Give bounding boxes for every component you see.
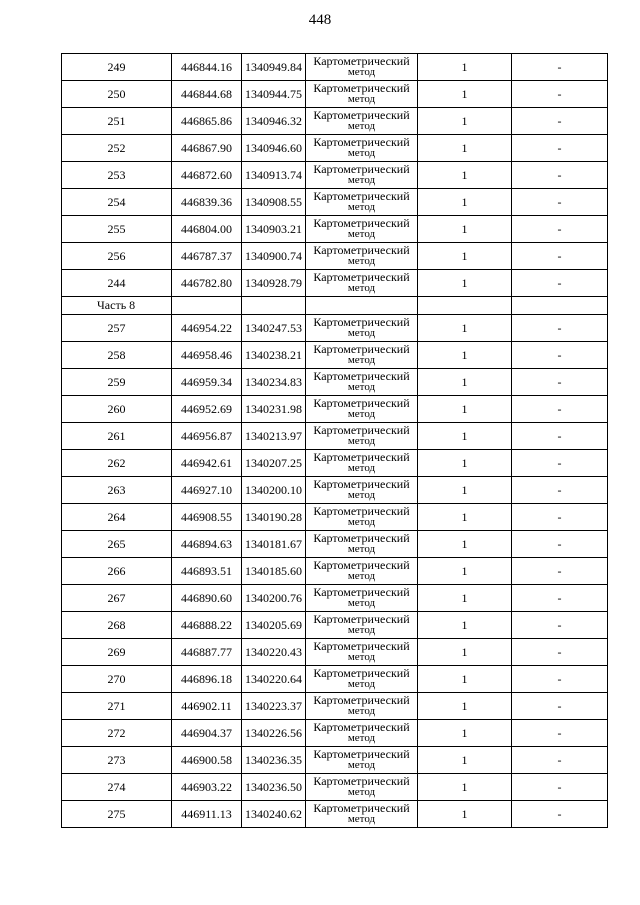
count-cell: 1 [418, 639, 512, 666]
method-line-1: Картометрический [313, 189, 410, 203]
table-row [62, 612, 608, 639]
point-id-cell: 244 [62, 270, 172, 297]
point-id-cell: 260 [62, 396, 172, 423]
empty-cell [512, 297, 608, 315]
count-cell: 1 [418, 477, 512, 504]
point-id-cell: 261 [62, 423, 172, 450]
method-cell [306, 693, 418, 720]
method-cell [306, 504, 418, 531]
method-line-1: Картометрический [313, 639, 410, 653]
point-id-cell: 271 [62, 693, 172, 720]
dash-cell: - [512, 585, 608, 612]
x-coordinate-cell: 446839.36 [172, 189, 242, 216]
dash-cell: - [512, 396, 608, 423]
method-line-2: метод [347, 255, 376, 267]
method-cell [306, 81, 418, 108]
table-row [62, 450, 608, 477]
method-line-2: метод [347, 597, 376, 609]
method-line-2: метод [347, 624, 376, 636]
method-line-1: Картометрический [313, 531, 410, 545]
x-coordinate-cell: 446911.13 [172, 801, 242, 828]
method-line-2: метод [347, 174, 376, 186]
method-cell [306, 720, 418, 747]
x-coordinate-cell: 446782.80 [172, 270, 242, 297]
table-row [62, 531, 608, 558]
count-cell: 1 [418, 450, 512, 477]
dash-cell: - [512, 693, 608, 720]
method-line-2: метод [347, 282, 376, 294]
method-line-1: Картометрический [313, 369, 410, 383]
table-row [62, 720, 608, 747]
y-coordinate-cell: 1340200.76 [242, 585, 306, 612]
point-id-cell: 275 [62, 801, 172, 828]
x-coordinate-cell: 446959.34 [172, 369, 242, 396]
x-coordinate-cell: 446904.37 [172, 720, 242, 747]
dash-cell: - [512, 531, 608, 558]
count-cell: 1 [418, 423, 512, 450]
table-row [62, 423, 608, 450]
point-id-cell: 258 [62, 342, 172, 369]
method-cell [306, 108, 418, 135]
table-row [62, 477, 608, 504]
y-coordinate-cell: 1340223.37 [242, 693, 306, 720]
method-line-1: Картометрический [313, 342, 410, 356]
method-cell [306, 477, 418, 504]
method-line-2: метод [347, 354, 376, 366]
point-id-cell: 255 [62, 216, 172, 243]
y-coordinate-cell: 1340928.79 [242, 270, 306, 297]
y-coordinate-cell: 1340205.69 [242, 612, 306, 639]
dash-cell: - [512, 747, 608, 774]
method-cell [306, 747, 418, 774]
method-line-2: метод [347, 651, 376, 663]
method-line-1: Картометрический [313, 585, 410, 599]
count-cell: 1 [418, 774, 512, 801]
method-line-2: метод [347, 435, 376, 447]
method-line-2: метод [347, 786, 376, 798]
method-line-2: метод [347, 381, 376, 393]
method-cell [306, 423, 418, 450]
method-line-2: метод [347, 678, 376, 690]
point-id-cell: 265 [62, 531, 172, 558]
method-line-2: метод [347, 93, 376, 105]
method-cell [306, 243, 418, 270]
x-coordinate-cell: 446867.90 [172, 135, 242, 162]
point-id-cell: 263 [62, 477, 172, 504]
dash-cell: - [512, 639, 608, 666]
point-id-cell: 264 [62, 504, 172, 531]
y-coordinate-cell: 1340236.50 [242, 774, 306, 801]
table-row [62, 216, 608, 243]
method-cell [306, 450, 418, 477]
method-line-2: метод [347, 732, 376, 744]
method-line-1: Картометрический [313, 504, 410, 518]
y-coordinate-cell: 1340903.21 [242, 216, 306, 243]
method-line-1: Картометрический [313, 315, 410, 329]
dash-cell: - [512, 342, 608, 369]
dash-cell: - [512, 450, 608, 477]
dash-cell: - [512, 243, 608, 270]
method-line-2: метод [347, 408, 376, 420]
y-coordinate-cell: 1340900.74 [242, 243, 306, 270]
table-row [62, 585, 608, 612]
dash-cell: - [512, 216, 608, 243]
x-coordinate-cell: 446903.22 [172, 774, 242, 801]
y-coordinate-cell: 1340913.74 [242, 162, 306, 189]
point-id-cell: 259 [62, 369, 172, 396]
dash-cell: - [512, 423, 608, 450]
method-line-1: Картометрический [313, 558, 410, 572]
y-coordinate-cell: 1340236.35 [242, 747, 306, 774]
x-coordinate-cell: 446952.69 [172, 396, 242, 423]
dash-cell: - [512, 315, 608, 342]
point-id-cell: 272 [62, 720, 172, 747]
table-row [62, 693, 608, 720]
section-label: Часть 8 [62, 297, 172, 315]
x-coordinate-cell: 446844.68 [172, 81, 242, 108]
method-line-1: Картометрический [313, 477, 410, 491]
x-coordinate-cell: 446900.58 [172, 747, 242, 774]
dash-cell: - [512, 108, 608, 135]
x-coordinate-cell: 446872.60 [172, 162, 242, 189]
method-line-1: Картометрический [313, 162, 410, 176]
table-row [62, 315, 608, 342]
count-cell: 1 [418, 531, 512, 558]
dash-cell: - [512, 477, 608, 504]
method-line-2: метод [347, 327, 376, 339]
table-row [62, 135, 608, 162]
dash-cell: - [512, 801, 608, 828]
x-coordinate-cell: 446893.51 [172, 558, 242, 585]
method-line-1: Картометрический [313, 693, 410, 707]
method-cell [306, 558, 418, 585]
y-coordinate-cell: 1340908.55 [242, 189, 306, 216]
table-row [62, 189, 608, 216]
dash-cell: - [512, 135, 608, 162]
method-line-2: метод [347, 489, 376, 501]
y-coordinate-cell: 1340220.64 [242, 666, 306, 693]
method-cell [306, 216, 418, 243]
y-coordinate-cell: 1340200.10 [242, 477, 306, 504]
method-line-1: Картометрический [313, 612, 410, 626]
count-cell: 1 [418, 801, 512, 828]
method-line-1: Картометрический [313, 396, 410, 410]
table-row [62, 666, 608, 693]
method-line-2: метод [347, 66, 376, 78]
method-cell [306, 639, 418, 666]
point-id-cell: 273 [62, 747, 172, 774]
count-cell: 1 [418, 54, 512, 81]
method-line-1: Картометрический [313, 270, 410, 284]
method-cell [306, 162, 418, 189]
dash-cell: - [512, 189, 608, 216]
count-cell: 1 [418, 135, 512, 162]
method-line-1: Картометрический [313, 54, 410, 68]
count-cell: 1 [418, 747, 512, 774]
point-id-cell: 252 [62, 135, 172, 162]
point-id-cell: 250 [62, 81, 172, 108]
count-cell: 1 [418, 270, 512, 297]
count-cell: 1 [418, 693, 512, 720]
coordinates-table-body [62, 54, 608, 828]
method-line-1: Картометрический [313, 216, 410, 230]
method-cell [306, 369, 418, 396]
point-id-cell: 266 [62, 558, 172, 585]
point-id-cell: 251 [62, 108, 172, 135]
method-line-1: Картометрический [313, 720, 410, 734]
point-id-cell: 254 [62, 189, 172, 216]
y-coordinate-cell: 1340240.62 [242, 801, 306, 828]
y-coordinate-cell: 1340946.32 [242, 108, 306, 135]
method-line-2: метод [347, 759, 376, 771]
method-line-2: метод [347, 147, 376, 159]
x-coordinate-cell: 446865.86 [172, 108, 242, 135]
x-coordinate-cell: 446927.10 [172, 477, 242, 504]
table-row [62, 270, 608, 297]
count-cell: 1 [418, 369, 512, 396]
point-id-cell: 262 [62, 450, 172, 477]
method-line-1: Картометрический [313, 450, 410, 464]
method-line-2: метод [347, 543, 376, 555]
method-line-1: Картометрический [313, 135, 410, 149]
dash-cell: - [512, 54, 608, 81]
coordinates-table [61, 53, 608, 828]
dash-cell: - [512, 270, 608, 297]
count-cell: 1 [418, 558, 512, 585]
method-line-2: метод [347, 462, 376, 474]
x-coordinate-cell: 446890.60 [172, 585, 242, 612]
table-row [62, 396, 608, 423]
y-coordinate-cell: 1340238.21 [242, 342, 306, 369]
y-coordinate-cell: 1340220.43 [242, 639, 306, 666]
y-coordinate-cell: 1340213.97 [242, 423, 306, 450]
table-row [62, 558, 608, 585]
table-row [62, 162, 608, 189]
y-coordinate-cell: 1340190.28 [242, 504, 306, 531]
y-coordinate-cell: 1340181.67 [242, 531, 306, 558]
y-coordinate-cell: 1340185.60 [242, 558, 306, 585]
point-id-cell: 267 [62, 585, 172, 612]
table-row [62, 639, 608, 666]
method-line-1: Картометрический [313, 801, 410, 815]
dash-cell: - [512, 81, 608, 108]
table-row [62, 342, 608, 369]
method-cell [306, 54, 418, 81]
table-row [62, 54, 608, 81]
method-cell [306, 531, 418, 558]
count-cell: 1 [418, 585, 512, 612]
x-coordinate-cell: 446956.87 [172, 423, 242, 450]
method-line-1: Картометрический [313, 747, 410, 761]
count-cell: 1 [418, 315, 512, 342]
point-id-cell: 268 [62, 612, 172, 639]
method-line-2: метод [347, 201, 376, 213]
method-line-2: метод [347, 705, 376, 717]
empty-cell [418, 297, 512, 315]
x-coordinate-cell: 446902.11 [172, 693, 242, 720]
table-row [62, 801, 608, 828]
dash-cell: - [512, 774, 608, 801]
y-coordinate-cell: 1340234.83 [242, 369, 306, 396]
x-coordinate-cell: 446896.18 [172, 666, 242, 693]
table-row [62, 108, 608, 135]
count-cell: 1 [418, 81, 512, 108]
count-cell: 1 [418, 720, 512, 747]
dash-cell: - [512, 558, 608, 585]
y-coordinate-cell: 1340247.53 [242, 315, 306, 342]
empty-cell [172, 297, 242, 315]
y-coordinate-cell: 1340944.75 [242, 81, 306, 108]
point-id-cell: 257 [62, 315, 172, 342]
x-coordinate-cell: 446908.55 [172, 504, 242, 531]
count-cell: 1 [418, 108, 512, 135]
method-cell [306, 612, 418, 639]
method-line-2: метод [347, 570, 376, 582]
method-line-2: метод [347, 516, 376, 528]
method-line-1: Картометрический [313, 666, 410, 680]
count-cell: 1 [418, 666, 512, 693]
count-cell: 1 [418, 396, 512, 423]
x-coordinate-cell: 446804.00 [172, 216, 242, 243]
count-cell: 1 [418, 612, 512, 639]
x-coordinate-cell: 446844.16 [172, 54, 242, 81]
x-coordinate-cell: 446954.22 [172, 315, 242, 342]
method-cell [306, 270, 418, 297]
x-coordinate-cell: 446942.61 [172, 450, 242, 477]
empty-cell [242, 297, 306, 315]
method-cell [306, 315, 418, 342]
point-id-cell: 270 [62, 666, 172, 693]
y-coordinate-cell: 1340226.56 [242, 720, 306, 747]
empty-cell [306, 297, 418, 315]
x-coordinate-cell: 446787.37 [172, 243, 242, 270]
table-row [62, 369, 608, 396]
dash-cell: - [512, 504, 608, 531]
dash-cell: - [512, 162, 608, 189]
point-id-cell: 269 [62, 639, 172, 666]
table-row [62, 243, 608, 270]
dash-cell: - [512, 369, 608, 396]
method-line-1: Картометрический [313, 81, 410, 95]
count-cell: 1 [418, 504, 512, 531]
dash-cell: - [512, 612, 608, 639]
table-row [62, 774, 608, 801]
method-line-1: Картометрический [313, 243, 410, 257]
x-coordinate-cell: 446888.22 [172, 612, 242, 639]
method-line-1: Картометрический [313, 423, 410, 437]
method-line-2: метод [347, 813, 376, 825]
count-cell: 1 [418, 342, 512, 369]
count-cell: 1 [418, 243, 512, 270]
method-line-2: метод [347, 120, 376, 132]
table-row [62, 747, 608, 774]
dash-cell: - [512, 666, 608, 693]
dash-cell: - [512, 720, 608, 747]
section-row [62, 297, 608, 315]
method-cell [306, 396, 418, 423]
method-cell [306, 342, 418, 369]
method-cell [306, 585, 418, 612]
method-line-1: Картометрический [313, 108, 410, 122]
point-id-cell: 274 [62, 774, 172, 801]
point-id-cell: 256 [62, 243, 172, 270]
method-cell [306, 135, 418, 162]
y-coordinate-cell: 1340949.84 [242, 54, 306, 81]
count-cell: 1 [418, 216, 512, 243]
count-cell: 1 [418, 162, 512, 189]
y-coordinate-cell: 1340231.98 [242, 396, 306, 423]
x-coordinate-cell: 446887.77 [172, 639, 242, 666]
point-id-cell: 253 [62, 162, 172, 189]
y-coordinate-cell: 1340207.25 [242, 450, 306, 477]
count-cell: 1 [418, 189, 512, 216]
method-cell [306, 774, 418, 801]
y-coordinate-cell: 1340946.60 [242, 135, 306, 162]
method-line-2: метод [347, 228, 376, 240]
x-coordinate-cell: 446894.63 [172, 531, 242, 558]
method-line-1: Картометрический [313, 774, 410, 788]
page-number: 448 [308, 12, 332, 28]
method-cell [306, 189, 418, 216]
x-coordinate-cell: 446958.46 [172, 342, 242, 369]
method-cell [306, 666, 418, 693]
point-id-cell: 249 [62, 54, 172, 81]
method-cell [306, 801, 418, 828]
table-row [62, 81, 608, 108]
table-row [62, 504, 608, 531]
